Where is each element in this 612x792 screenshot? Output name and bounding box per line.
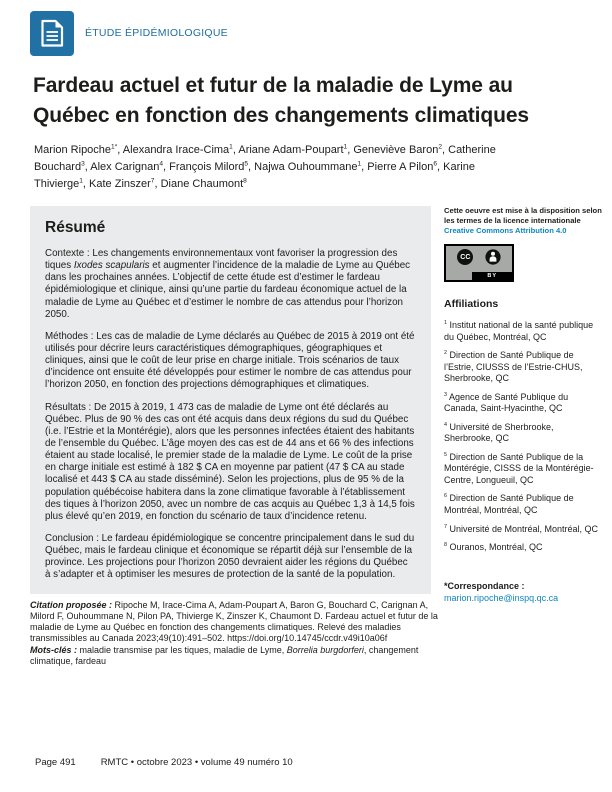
affiliations-heading: Affiliations: [444, 298, 499, 311]
license-statement: Cette oeuvre est mise à la disposition selon les termes de la licence internationale: [444, 206, 602, 226]
text-segment: Borrelia burgdorferi: [286, 644, 364, 655]
affiliation-item: $^4$ Université de Sherbrooke, Sherbrooke, QC: [444, 421, 554, 444]
text-segment: maladie transmise par les tiques, maladie de Lyme,: [79, 644, 287, 655]
resume-paragraph: [45, 248, 415, 321]
affiliation-item: $^5$ Direction de Santé Publique de la Montérégie, CISSS de la Montérégie-Centre, Longueuil, QC: [444, 451, 594, 485]
affiliation-item: $^1$ Institut national de la santé publique du Québec, Montréal, QC: [444, 320, 594, 342]
masthead: [0, 0, 612, 56]
footer-journal-line: RMTC • octobre 2023 • volume 49 numéro 10: [100, 757, 293, 768]
resume-paragraph: [45, 331, 415, 392]
correspondence-block: [444, 580, 602, 605]
resume-box: [30, 206, 431, 594]
cc-by-label: BY: [472, 272, 512, 280]
citation-text: [30, 600, 451, 645]
document-glyph: [39, 19, 65, 48]
resume-paragraph: [45, 402, 415, 523]
affiliation-item: $^3$ Agence de Santé Publique du Canada, Saint-Hyacinthe, QC: [444, 391, 569, 414]
cc-license-link[interactable]: Creative Commons Attribution 4.0: [444, 226, 567, 236]
sidebar: [444, 206, 602, 667]
footer-page-number: Page 491: [35, 757, 76, 768]
text-segment: Résultats : De 2015 à 2019, 1 473 cas de maladie de Lyme ont été déclarés au Québec. Plus de 90 % des cas ont été acquis dans deux régions du sud du Québec (i.e. l’Estrie et la Montérégie), alors que les personnes infectées étaient des habitants de l’ensemble du Québec. L’âge moyen des cas est de 44 ans et 66 % des infections étaient au stade localisé, le premier stade de la maladie de Lyme. Le coût de la prise en charge initiale est estimé à 182 $ CA en moyenne par patient (47 $ CA au stade localisé et 443 $ CA au stade disséminé). Selon les projections, plus de 95 % de la population québécoise habitera dans la zone climatique favorable à l’établissement des tiques à l’horizon 2050, avec un nombre de cas acquis au Québec 1,3 à 14,5 fois plus élevé qu’en 2019, en fonction du scénario de taux d’incidence retenu.: [45, 401, 415, 522]
resume-paragraph: [45, 533, 415, 582]
main-column: [30, 206, 438, 667]
text-segment: Contexte : Les changements environnementaux vont favoriser la progression des tiques: [45, 248, 398, 272]
category-label: ÉTUDE ÉPIDÉMIOLOGIQUE: [85, 27, 228, 39]
correspondence-label: *Correspondance :: [444, 580, 525, 591]
keywords-text: [30, 645, 451, 668]
cc-icon: CC: [457, 249, 473, 265]
authors-line: Marion Ripoche$^{1*}$, Alexandra Irace-Cima$^1$, Ariane Adam-Poupart$^1$, Geneviève Baron$^2$, Catherine Bouchard$^3$, Alex Carignan$^4$, François Milord$^5$, Najwa Ouhoummane$^1$, Pierre A Pilon$^6$, Karine Thivierge$^1$, Kate Zinszer$^7$, Diane Chaumont$^8$: [34, 143, 496, 190]
page-title: Fardeau actuel et futur de la maladie de Lyme au Québec en fonction des changements climatiques: [33, 74, 530, 128]
text-segment: Mots-clés :: [30, 644, 80, 655]
text-segment: et augmenter l’incidence de la maladie de Lyme au Québec dans les prochaines années. L’objectif de cette étude est d’estimer le fardeau épidémiologique et clinique, ainsi qu’une partie du fardeau économique actuel de la maladie de Lyme au Québec et d’estimer le nombre de cas attendus pour l’horizon 2050.: [45, 260, 411, 320]
citation-block: [30, 600, 451, 668]
text-segment: Ripoche M, Irace-Cima A, Adam-Poupart A, Baron G, Bouchard C, Carignan A, Milord F, Ouhoummane N, Pilon PA, Thivierge K, Zinszer K, Chaumont D. Fardeau actuel et futur de la maladie de Lyme au Québec en fonction des changements climatiques. Relevé des maladies transmissibles au Canada 2023;49(10):491–502. https://doi.org/10.14745/ccdr.v49i10a06f: [30, 599, 438, 644]
resume-paragraphs: [45, 248, 415, 582]
person-icon: [485, 249, 501, 265]
text-segment: Méthodes : Les cas de maladie de Lyme déclarés au Québec de 2015 à 2019 ont été utilisés pour décrire leurs caractéristiques démographiques, géographiques et cliniques, ainsi que le coût de leur prise en charge initiale. Trois scénarios de taux d’incidence ont ensuite été développés pour estimer le nombre de cas attendus pour l’horizon 2050, en fonction des projections démographiques et climatiques.: [45, 330, 415, 391]
text-segment: , changement climatique, fardeau: [30, 644, 419, 666]
text-segment: Ixodes scapularis: [73, 260, 150, 272]
affiliation-item: $^7$ Université de Montréal, Montréal, QC: [444, 523, 599, 534]
resume-heading: Résumé: [45, 219, 106, 237]
content-columns: [30, 206, 612, 667]
text-segment: Conclusion : Le fardeau épidémiologique se concentre principalement dans le sud du Québec, mais le fardeau clinique et économique se répartit déjà sur l’ensemble de la province. Les projections pour l’horizon 2050 devraient aider les régions du Québec à s’adapter et à optimiser les mesures de protection de la santé de la population.: [45, 532, 415, 581]
affiliation-item: $^8$ Ouranos, Montréal, QC: [444, 542, 543, 553]
license-text: [444, 206, 602, 236]
affiliation-item: $^6$ Direction de Santé Publique de Montréal, Montréal, QC: [444, 493, 574, 515]
page-footer: [35, 757, 293, 768]
affiliation-item: $^2$ Direction de Santé Publique de l’Estrie, CIUSSS de l’Estrie-CHUS, Sherbrooke, QC: [444, 350, 583, 384]
correspondence-email-link[interactable]: marion.ripoche@inspq.qc.ca: [444, 593, 559, 604]
text-segment: Citation proposée :: [30, 599, 115, 610]
cc-by-badge[interactable]: [444, 244, 514, 282]
document-icon: [30, 11, 74, 56]
affiliations-list: [444, 320, 602, 553]
